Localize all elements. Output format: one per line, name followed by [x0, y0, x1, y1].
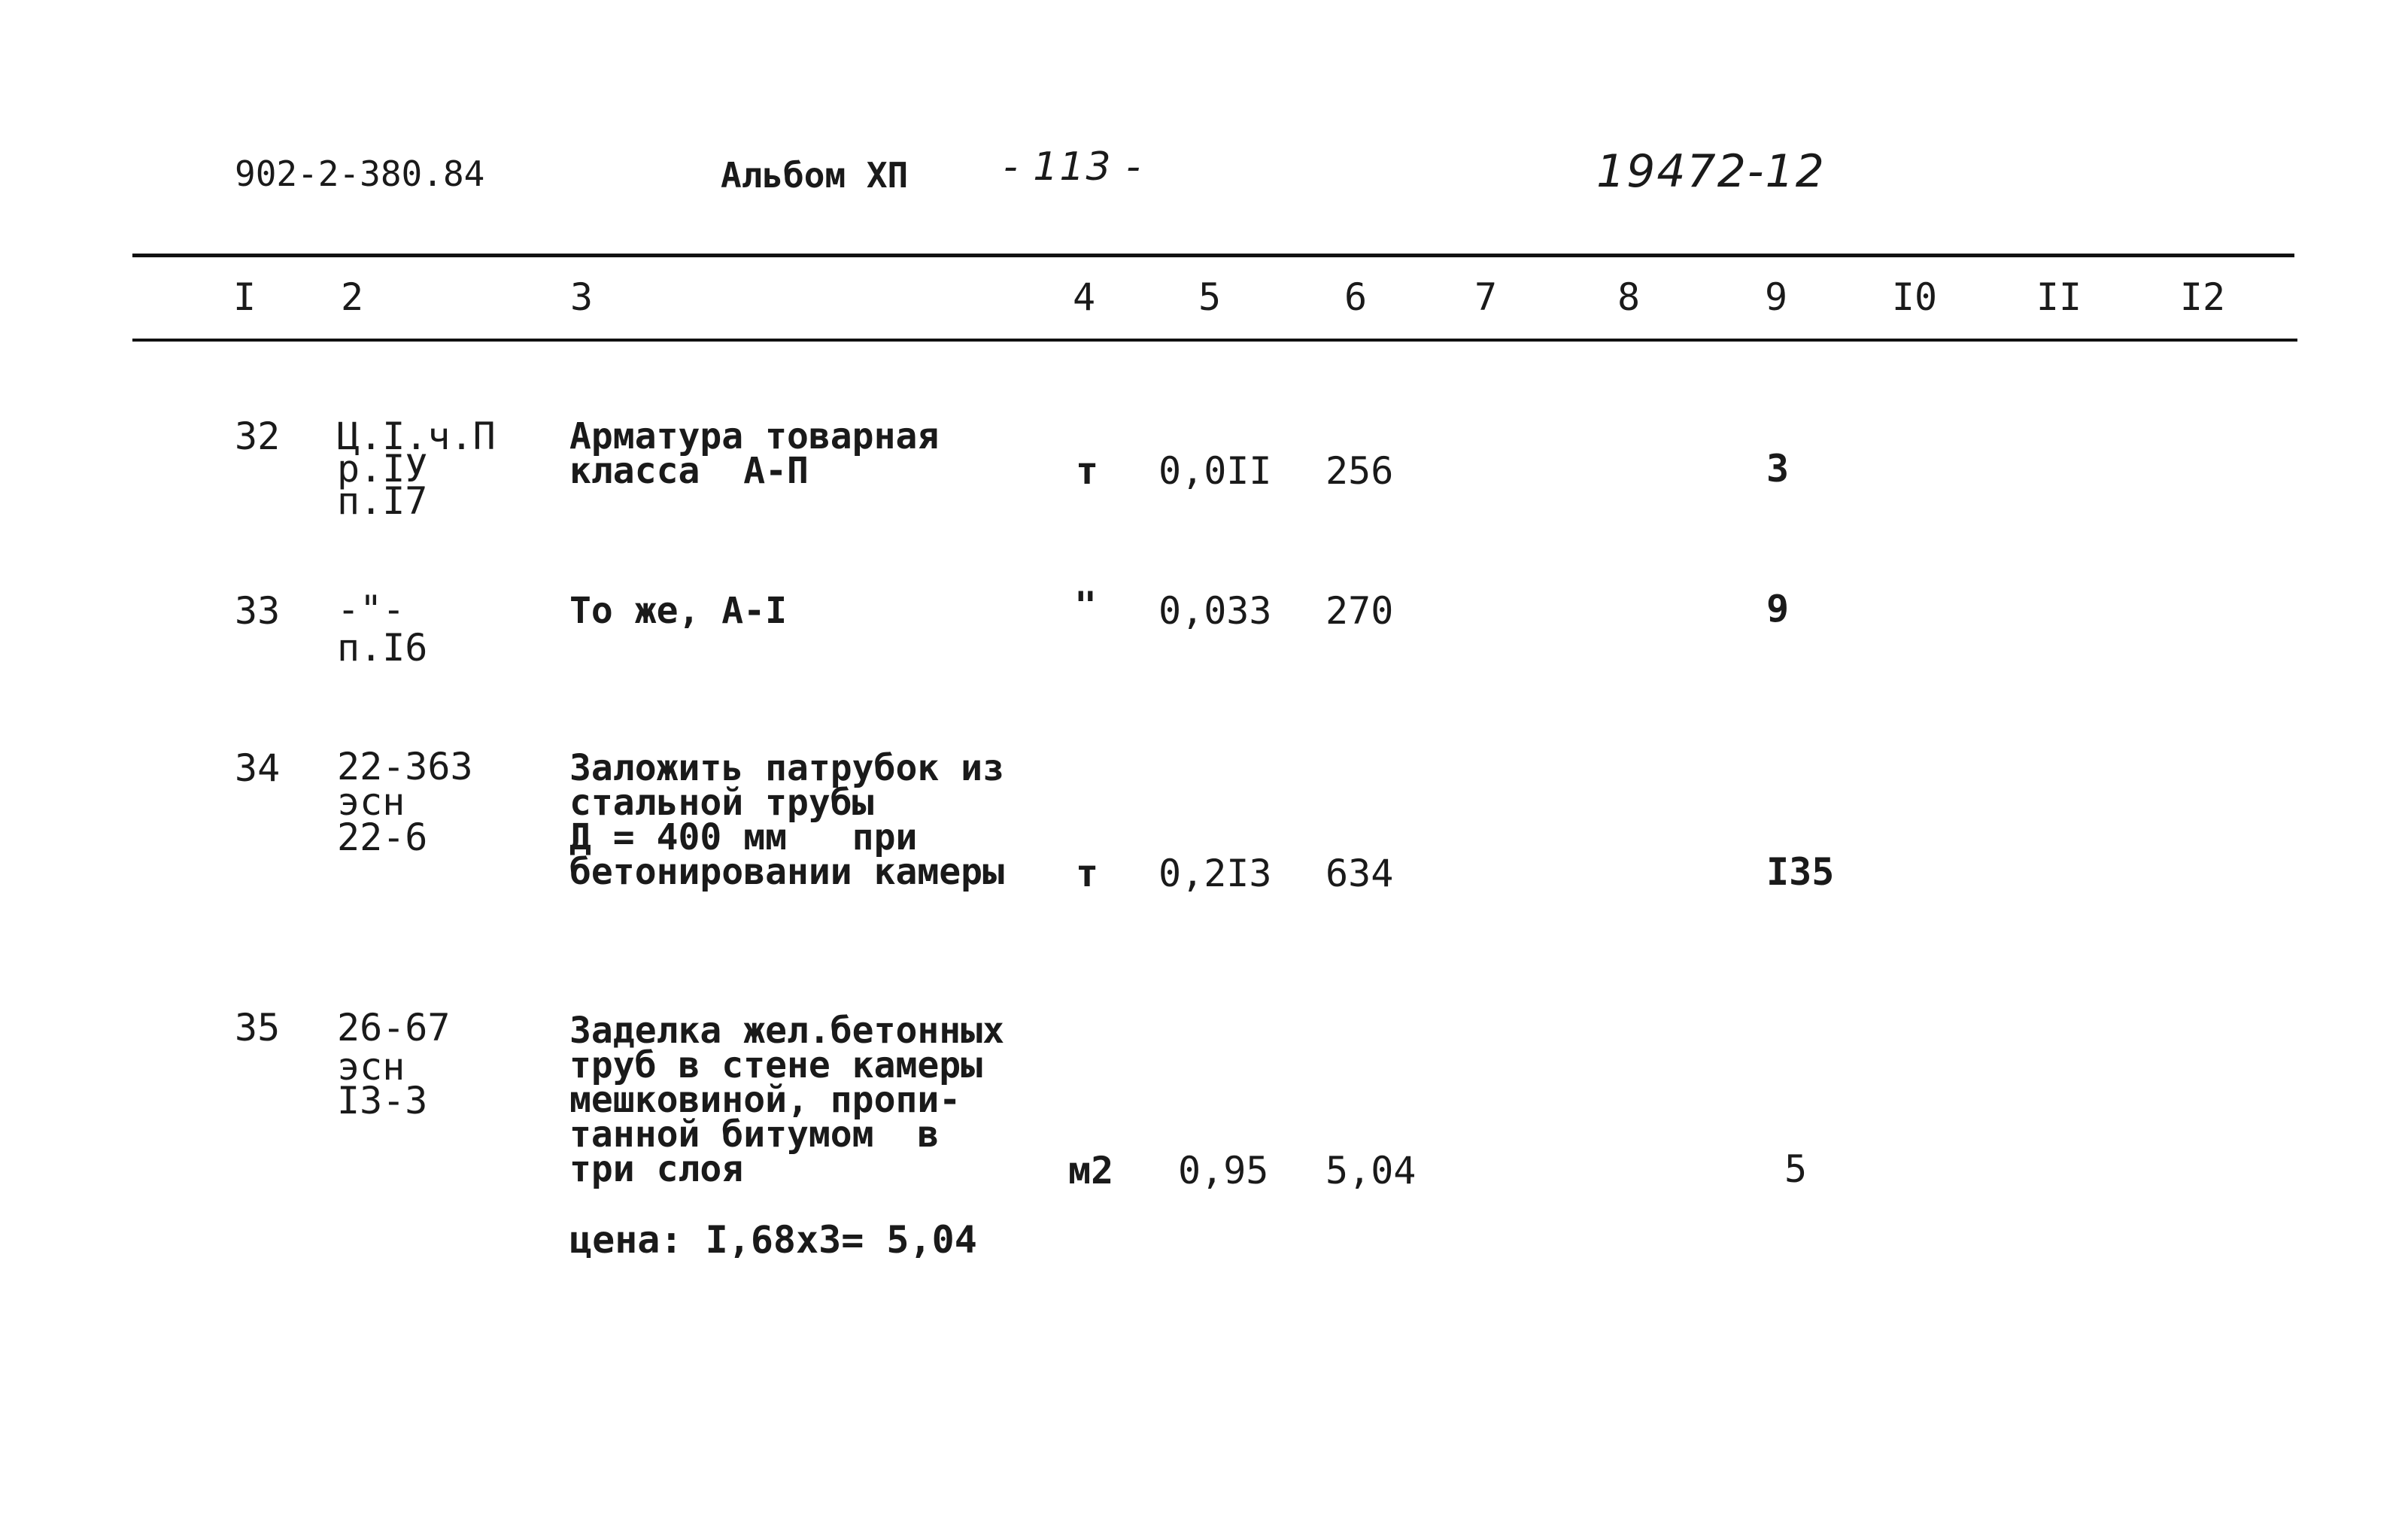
row-description-line: Заделка жел.бетонных [569, 1010, 1004, 1052]
row-ref-line: I3-3 [337, 1079, 428, 1122]
column-header-1: I [232, 275, 257, 319]
row-ref-line: 26-67 [337, 1006, 451, 1050]
column-header-2: 2 [340, 275, 364, 319]
row-description-line: труб в стене камеры [569, 1044, 983, 1086]
row-price-note: цена: I,68х3= 5,04 [569, 1218, 977, 1262]
row-price: 270 [1325, 589, 1394, 633]
row-description-line: Заложить патрубок из [569, 747, 1004, 789]
page-number: - 113 - [1004, 144, 1142, 190]
row-total: 3 [1766, 447, 1790, 491]
row-unit: т [1076, 852, 1099, 895]
row-total: 5 [1784, 1147, 1808, 1191]
row-quantity: 0,033 [1158, 589, 1272, 633]
row-ref-line: эсн [337, 1045, 405, 1089]
row-ref-line: Ц.I.ч.П [337, 415, 496, 458]
handwritten-number: 19472-12 [1596, 145, 1826, 198]
row-description-line: бетонировании камеры [569, 851, 1004, 893]
column-header-3: 3 [569, 275, 594, 319]
row-quantity: 0,95 [1178, 1149, 1269, 1192]
row-ref-line: -"- [337, 588, 405, 631]
row-description-line: То же, А-I [569, 590, 787, 632]
row-number: 35 [235, 1006, 281, 1050]
row-unit: м2 [1068, 1149, 1114, 1192]
row-description-line: Арматура товарная [569, 415, 940, 457]
row-quantity: 0,0II [1158, 449, 1272, 493]
row-number: 32 [235, 415, 281, 458]
row-description-line: танной битумом в [569, 1113, 940, 1156]
column-header-9: 9 [1764, 275, 1788, 319]
column-header-6: 6 [1344, 275, 1368, 319]
row-price: 5,04 [1325, 1149, 1417, 1192]
row-ref-line: п.I7 [337, 479, 428, 523]
column-header-7: 7 [1474, 275, 1498, 319]
row-description-line: Д = 400 мм при [569, 816, 918, 858]
row-description-line: три слоя [569, 1148, 744, 1190]
row-ref-line: р.IУ [337, 447, 428, 491]
row-quantity: 0,2I3 [1158, 852, 1272, 895]
document-code: 902-2-380.84 [235, 153, 485, 194]
row-description-line: мешковиной, пропи- [569, 1079, 961, 1121]
row-ref-line: эсн [337, 780, 405, 824]
column-header-12: I2 [2179, 275, 2226, 319]
table-header-rule [132, 339, 2297, 342]
row-unit: " [1074, 584, 1098, 627]
column-header-10: I0 [1891, 275, 1938, 319]
column-header-4: 4 [1072, 275, 1096, 319]
row-description-line: класса А-П [569, 450, 809, 492]
column-header-5: 5 [1198, 275, 1222, 319]
row-number: 34 [235, 746, 281, 790]
row-price: 256 [1325, 449, 1394, 493]
row-ref-line: 22-6 [337, 816, 428, 859]
row-total: 9 [1766, 587, 1790, 630]
row-ref-line: 22-363 [337, 745, 473, 788]
table-top-rule [132, 254, 2294, 257]
album-label: Альбом XП [721, 155, 909, 196]
row-ref-line: п.I6 [337, 626, 428, 670]
row-description-line: стальной трубы [569, 782, 874, 824]
row-total: I35 [1766, 850, 1835, 894]
column-header-11: II [2036, 275, 2082, 319]
row-unit: т [1076, 449, 1099, 493]
row-number: 33 [235, 589, 281, 633]
column-header-8: 8 [1617, 275, 1641, 319]
row-price: 634 [1325, 852, 1394, 895]
